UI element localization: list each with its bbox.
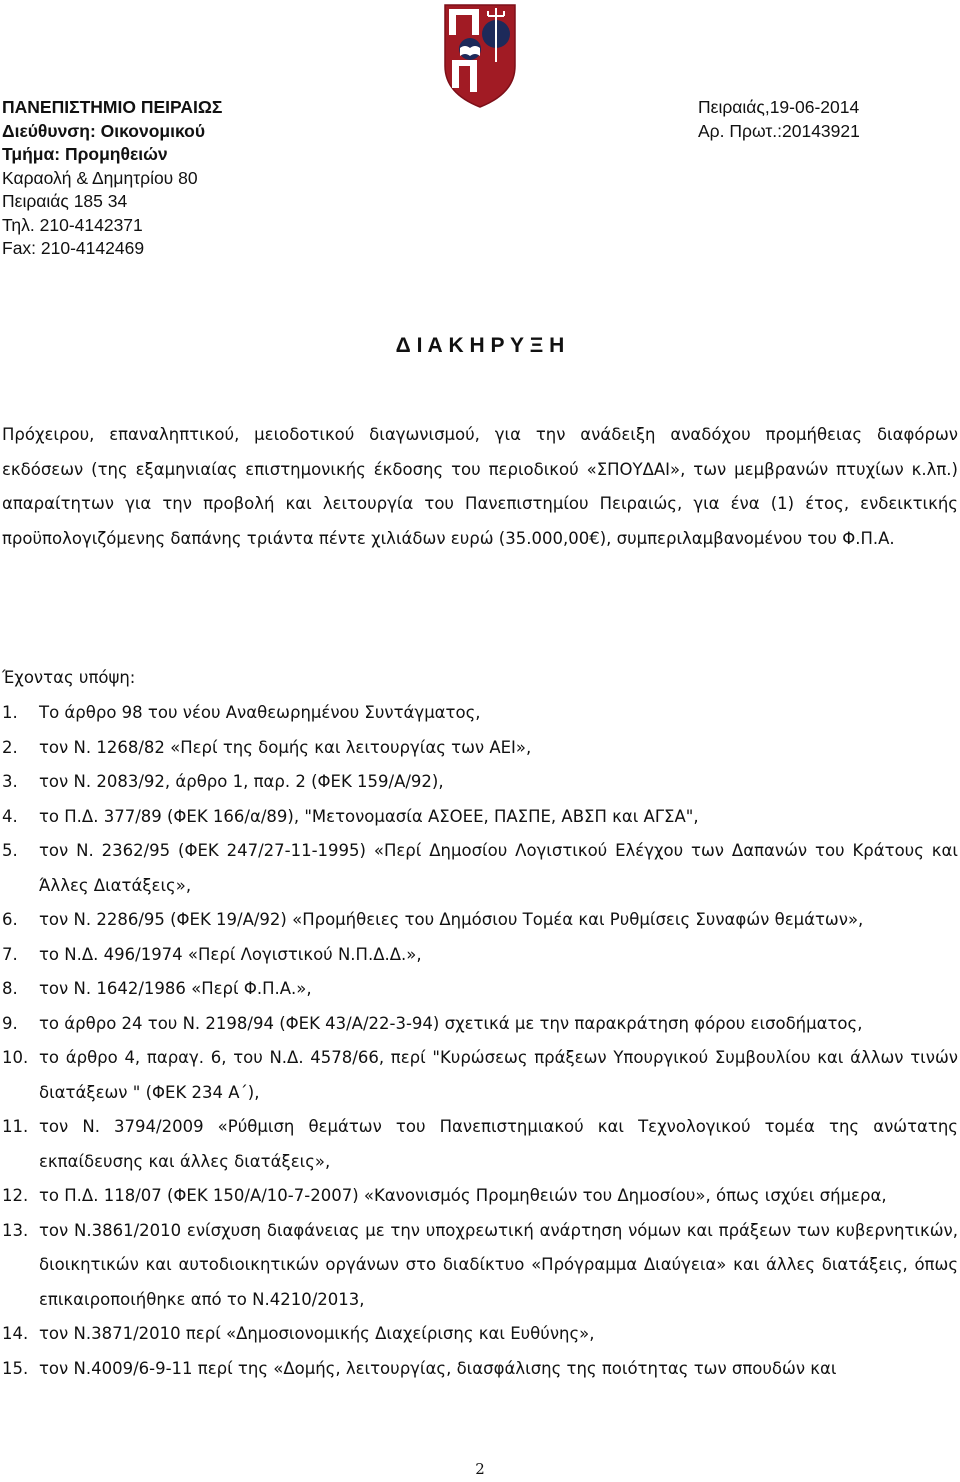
item-number: 9. — [2, 1013, 18, 1033]
item-text: τον Ν. 2362/95 (ΦΕΚ 247/27-11-1995) «Περί Δημοσίου Λογιστικού Ελέγχου των Δαπανών του Κράτους και Άλλες Διατάξεις», — [39, 841, 958, 895]
item-number: 3. — [2, 772, 18, 791]
list-item — [2, 1041, 958, 1110]
item-number: 15. — [2, 1358, 29, 1378]
item-number: 12. — [2, 1186, 29, 1205]
phone: Τηλ. 210-4142371 — [2, 214, 143, 235]
item-number: 10. — [2, 1048, 29, 1067]
list-item — [2, 1317, 958, 1352]
document-meta — [698, 96, 860, 143]
item-number: 1. — [2, 703, 18, 722]
city-postcode: Πειραιάς 185 34 — [2, 191, 128, 211]
document-title: Δ Ι Α Κ Η Ρ Υ Ξ Η — [395, 334, 565, 357]
item-text: το Π.Δ. 118/07 (ΦΕΚ 150/Α/10-7-2007) «Κανονισμός Προμηθειών του Δημοσίου», όπως ισχύει σήμερα, — [39, 1186, 887, 1205]
item-text: το Π.Δ. 377/89 (ΦΕΚ 166/α/89), "Μετονομασία ΑΣΟΕΕ, ΠΑΣΠΕ, ΑΒΣΠ και ΑΓΣΑ", — [39, 806, 699, 826]
item-number: 4. — [2, 806, 18, 826]
street-address: Καραολή & Δημητρίου 80 — [2, 167, 198, 188]
protocol-number: Αρ. Πρωτ.:20143921 — [698, 120, 860, 141]
document-date: Πειραιάς,19-06-2014 — [698, 97, 860, 117]
fax: Fax: 210-4142469 — [2, 238, 145, 258]
item-text: το άρθρο 24 του Ν. 2198/94 (ΦΕΚ 43/Α/22-3-94) σχετικά με την παρακράτηση φόρου εισοδήματος, — [39, 1013, 863, 1033]
item-text: τον Ν. 1268/82 «Περί της δομής και λειτουργίας των ΑΕΙ», — [39, 737, 532, 757]
item-number: 7. — [2, 944, 18, 964]
item-number: 13. — [2, 1220, 29, 1240]
item-number: 11. — [2, 1117, 29, 1136]
item-text: τον Ν.3871/2010 περί «Δημοσιονομικής Διαχείρισης και Ευθύνης», — [39, 1324, 595, 1343]
list-item — [2, 1352, 958, 1387]
item-text: τον Ν.3861/2010 ενίσχυση διαφάνειας με την υποχρεωτική ανάρτηση νόμων και πράξεων των κυβερνητικών, διοικητικών και αυτοδιοικητικών οργάνων στο διαδίκτυο «Πρόγραμμα Διαύγεια» και άλλες διατάξεις, όπως επικαιροποιήθηκε από το Ν.4210/2013, — [39, 1220, 958, 1309]
item-text: τον Ν. 1642/1986 «Περί Φ.Π.Α.», — [39, 979, 312, 998]
university-logo — [444, 4, 516, 108]
directorate: Διεύθυνση: Οικονομικού — [2, 120, 206, 141]
list-item — [2, 903, 958, 938]
item-text: Το άρθρο 98 του νέου Αναθεωρημένου Συντάγματος, — [39, 703, 481, 722]
item-text: το άρθρο 4, παραγ. 6, του Ν.Δ. 4578/66, περί "Κυρώσεως πράξεων Υπουργικού Συμβουλίου και άλλων τινών διατάξεων " (ΦΕΚ 234 Α΄), — [39, 1048, 958, 1102]
list-item — [2, 731, 958, 766]
list-item — [2, 1007, 958, 1042]
list-item — [2, 972, 958, 1007]
list-item — [2, 1214, 958, 1318]
item-number: 6. — [2, 910, 18, 929]
item-number: 14. — [2, 1324, 29, 1343]
page-number: 2 — [475, 1460, 485, 1478]
item-text: το Ν.Δ. 496/1974 «Περί Λογιστικού Ν.Π.Δ.Δ.», — [39, 944, 422, 964]
sender-block — [2, 96, 222, 261]
list-item — [2, 1179, 958, 1214]
item-text: τον Ν. 2083/92, άρθρο 1, παρ. 2 (ΦΕΚ 159/Α/92), — [39, 772, 444, 791]
legal-basis-list — [2, 696, 958, 1386]
list-item — [2, 765, 958, 800]
list-item — [2, 696, 958, 731]
item-number: 5. — [2, 841, 18, 860]
list-item — [2, 938, 958, 973]
university-name: ΠΑΝΕΠΙΣΤΗΜΙΟ ΠΕΙΡΑΙΩΣ — [2, 97, 223, 117]
intro-paragraph: Πρόχειρου, επαναληπτικού, μειοδοτικού διαγωνισμού, για την ανάδειξη αναδόχου προμήθειας διαφόρων εκδόσεων (της εξαμηνιαίας επιστημονικής έκδοσης του περιοδικού «ΣΠΟΥΔΑΙ», των μεμβρανών πτυχίων κ.λπ.) απαραίτητων για την προβολή και λειτουργία του Πανεπιστημίου Πειραιώς, για ένα (1) έτος, ενδεικτικής προϋπολογιζόμενης δαπάνης τριάντα πέντε χιλιάδων ευρώ (35.000,00€), συμπεριλαμβανομένου του Φ.Π.Α. — [2, 425, 958, 548]
list-item — [2, 800, 958, 835]
list-item — [2, 1110, 958, 1179]
list-item — [2, 834, 958, 903]
department: Τμήμα: Προμηθειών — [2, 144, 168, 164]
item-number: 8. — [2, 979, 18, 998]
having-label: Έχοντας υπόψη: — [2, 668, 136, 687]
item-text: τον Ν. 3794/2009 «Ρύθμιση θεμάτων του Πανεπιστημιακού και Τεχνολογικού τομέα της ανώτατης εκπαίδευσης και άλλες διατάξεις», — [39, 1117, 958, 1171]
item-text: τον Ν. 2286/95 (ΦΕΚ 19/Α/92) «Προμήθειες του Δημόσιου Τομέα και Ρυθμίσεις Συναφών θεμάτων», — [39, 910, 864, 929]
item-text: τον Ν.4009/6-9-11 περί της «Δομής, λειτουργίας, διασφάλισης της ποιότητας των σπουδών και — [39, 1358, 837, 1378]
item-number: 2. — [2, 737, 18, 757]
